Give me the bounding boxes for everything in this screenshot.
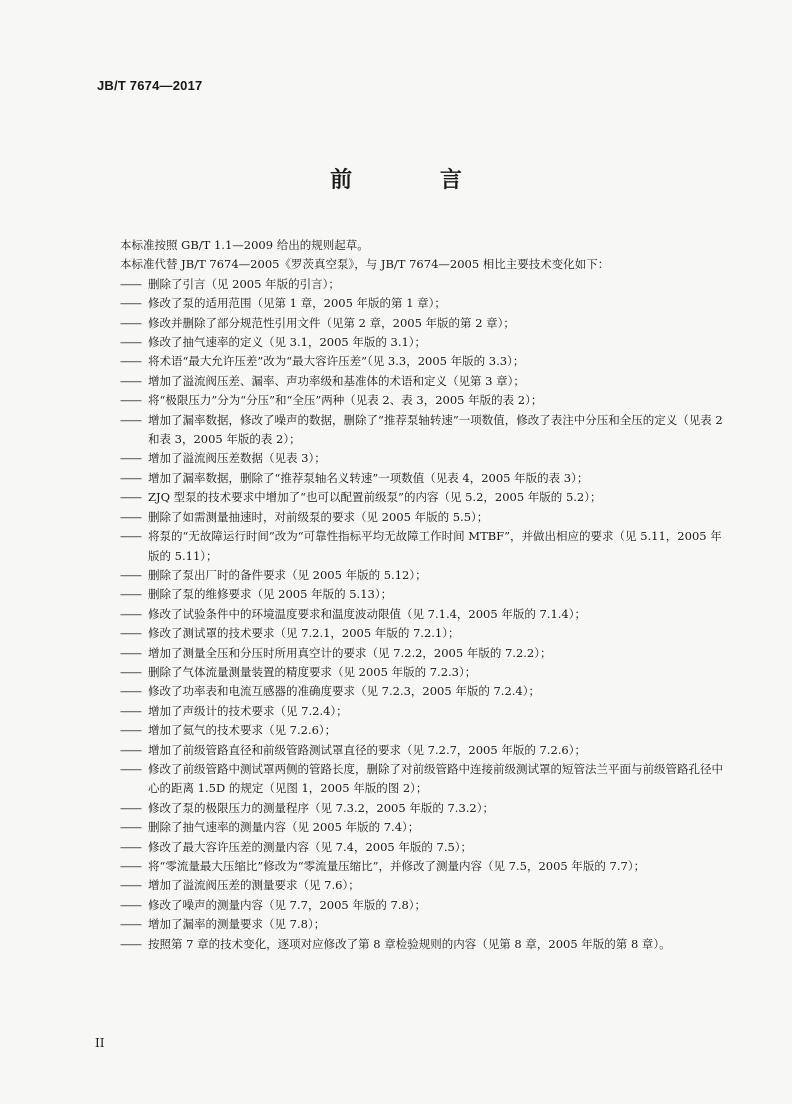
change-item [120,838,730,857]
change-item [120,391,730,410]
change-text: 修改并删除了部分规范性引用文件（见第 2 章，2005 年版的第 2 章）； [148,315,515,330]
em-dash-marker: —— [120,703,141,718]
change-text: 修改了测试罩的技术要求（见 7.2.1，2005 年版的 7.2.1）； [148,626,460,641]
change-text: 增加了漏率数据，修改了噪声的数据，删除了“推荐泵轴转速”一项数值，修改了表注中分压和全压的定义（见表 2 和表 3，2005 年版的表 2）； [148,412,723,447]
intro-paragraph: 本标准按照 GB/T 1.1—2009 给出的规则起草。 [120,238,369,252]
em-dash-marker: —— [120,723,141,738]
intro-paragraph: 本标准代替 JB/T 7674—2005《罗茨真空泵》，与 JB/T 7674—2005 相比主要技术变化如下： [120,257,610,272]
change-item [120,469,730,488]
change-text: 按照第 7 章的技术变化，逐项对应修改了第 8 章检验规则的内容（见第 8 章，2005 年版的第 8 章）。 [148,936,671,951]
change-text: 修改了泵的极限压力的测量程序（见 7.3.2，2005 年版的 7.3.2）； [148,800,495,815]
em-dash-marker: —— [120,412,141,427]
change-item [120,527,730,566]
em-dash-marker: —— [120,587,141,602]
change-item [120,799,730,818]
change-text: 增加了漏率数据，删除了“推荐泵轴名义转速”一项数值（见表 4，2005 年版的表 3）； [148,470,589,485]
em-dash-marker: —— [120,296,141,311]
change-item [120,741,730,760]
em-dash-marker: —— [120,664,141,679]
change-text: 删除了泵的维修要求（见 2005 年版的 5.13）； [148,587,393,602]
change-item [120,857,730,876]
em-dash-marker: —— [120,800,141,815]
change-item [120,352,730,371]
em-dash-marker: —— [120,373,141,388]
change-item [120,566,730,585]
em-dash-marker: —— [120,917,141,932]
em-dash-marker: —— [120,684,141,699]
change-text: 修改了试验条件中的环境温度要求和温度波动限值（见 7.1.4，2005 年版的 7.1.4）； [148,606,587,621]
page-title: 前 言 [330,168,502,193]
standard-number: JB/T 7674—2017 [97,78,203,93]
change-item [120,372,730,391]
em-dash-marker: —— [120,820,141,835]
change-item [120,760,730,799]
change-item [120,702,730,721]
em-dash-marker: —— [120,393,141,408]
em-dash-marker: —— [120,626,141,641]
em-dash-marker: —— [120,529,141,544]
change-text: 将“零流量最大压缩比”修改为“零流量压缩比”，并修改了测量内容（见 7.5，2005 年版的 7.7）； [148,859,646,873]
em-dash-marker: —— [120,742,141,757]
change-item [120,488,730,507]
change-text: 删除了如需测量抽速时，对前级泵的要求（见 2005 年版的 5.5）； [148,509,489,524]
change-text: 增加了溢流阀压差的测量要求（见 7.6）； [148,878,360,893]
em-dash-marker: —— [120,276,141,291]
change-item [120,915,730,934]
em-dash-marker: —— [120,335,141,350]
change-text: 增加了声级计的技术要求（见 7.2.4）； [148,703,348,718]
change-item [120,449,730,468]
em-dash-marker: —— [120,897,141,912]
em-dash-marker: —— [120,451,141,466]
em-dash-marker: —— [120,315,141,330]
change-text: 增加了前级管路直径和前级管路测试罩直径的要求（见 7.2.7，2005 年版的 7.2.6）； [148,742,587,757]
change-item [120,275,730,294]
page-number: II [95,1036,105,1050]
change-item [120,585,730,604]
change-text: 修改了最大容许压差的测量内容（见 7.4，2005 年版的 7.5）； [148,839,473,854]
change-text: 将术语“最大允许压差”改为“最大容许压差”（见 3.3，2005 年版的 3.3）； [148,354,525,369]
change-text: 修改了功率表和电流互感器的准确度要求（见 7.2.3，2005 年版的 7.2.4）； [148,684,541,699]
change-item [120,314,730,333]
change-text: 增加了测量全压和分压时所用真空计的要求（见 7.2.2，2005 年版的 7.2.2）； [148,645,552,660]
change-item [120,411,730,450]
em-dash-marker: —— [120,509,141,524]
change-item [120,876,730,895]
em-dash-marker: —— [120,936,141,951]
change-text: 将泵的“无故障运行时间”改为“可靠性指标平均无故障工作时间 MTBF”，并做出相应的要求（见 5.11，2005 年版的 5.11）； [148,529,722,563]
change-text: 增加了漏率的测量要求（见 7.8）； [148,917,326,932]
change-text: ZJQ 型泵的技术要求中增加了“也可以配置前级泵”的内容（见 5.2，2005 年版的 5.2）； [148,490,602,505]
change-text: 修改了噪声的测量内容（见 7.7，2005 年版的 7.8）； [148,897,427,912]
change-item [120,896,730,915]
change-item [120,605,730,624]
change-text: 删除了抽气速率的测量内容（见 2005 年版的 7.4）； [148,820,420,835]
change-item [120,935,730,954]
change-item [120,294,730,313]
em-dash-marker: —— [120,490,141,505]
em-dash-marker: —— [120,859,141,873]
change-text: 将“极限压力”分为“分压”和“全压”两种（见表 2、表 3，2005 年版的表 2）； [148,393,543,408]
change-item [120,508,730,527]
change-item [120,624,730,643]
change-text: 增加了溢流阀压差数据（见表 3）； [148,451,326,466]
change-list [120,275,730,954]
em-dash-marker: —— [120,645,141,660]
change-item [120,682,730,701]
change-text: 删除了气体流量测量装置的精度要求（见 2005 年版的 7.2.3）； [148,664,477,679]
change-text: 修改了泵的适用范围（见第 1 章，2005 年版的第 1 章）； [148,296,446,311]
change-item [120,644,730,663]
em-dash-marker: —— [120,354,141,369]
change-text: 增加了溢流阀压差、漏率、声功率级和基准体的术语和定义（见第 3 章）； [148,373,525,388]
change-item [120,721,730,740]
change-text: 增加了氦气的技术要求（见 7.2.6）； [148,723,337,738]
em-dash-marker: —— [120,878,141,893]
em-dash-marker: —— [120,761,141,776]
em-dash-marker: —— [120,839,141,854]
change-item [120,333,730,352]
change-text: 修改了抽气速率的定义（见 3.1，2005 年版的 3.1）； [148,335,427,350]
foreword-body [120,236,730,954]
change-item [120,663,730,682]
em-dash-marker: —— [120,567,141,582]
change-text: 删除了泵出厂时的备件要求（见 2005 年版的 5.12）； [148,567,427,582]
change-text: 修改了前级管路中测试罩两侧的管路长度，删除了对前级管路中连接前级测试罩的短管法兰平面与前级管路孔径中心的距离 1.5D 的规定（见图 1，2005 年版的图 2）； [148,761,723,796]
em-dash-marker: —— [120,606,141,621]
em-dash-marker: —— [120,470,141,485]
change-item [120,818,730,837]
change-text: 删除了引言（见 2005 年版的引言）； [148,276,340,291]
